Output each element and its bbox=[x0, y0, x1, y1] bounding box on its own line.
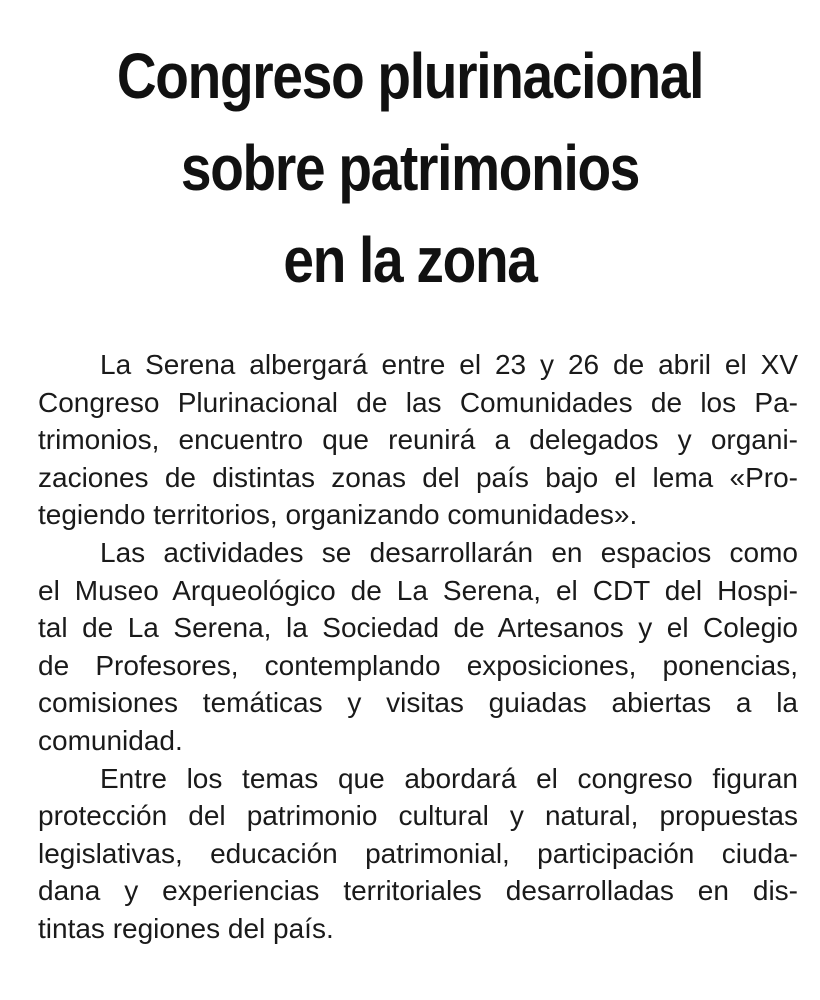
body-line: Las actividades se desarrollarán en espacios como bbox=[100, 536, 798, 568]
body-line: de Profesores, contemplando exposiciones, ponencias, bbox=[38, 649, 798, 681]
paragraph-2 bbox=[38, 534, 798, 760]
body-line: La Serena albergará entre el 23 y 26 de abril el XV bbox=[100, 349, 798, 380]
body-line: protección del patrimonio cultural y natural, propuestas bbox=[38, 800, 798, 832]
headline-line: en la zona bbox=[283, 224, 537, 296]
body-line: tegiendo territorios, organizando comunidades». bbox=[38, 499, 638, 531]
body-line: Entre los temas que abordará el congreso figuran bbox=[100, 762, 798, 794]
article-body bbox=[38, 346, 798, 948]
paragraph-1 bbox=[38, 346, 798, 534]
body-line: tal de La Serena, la Sociedad de Artesanos y el Colegio bbox=[38, 612, 798, 644]
body-line: comunidad. bbox=[38, 724, 183, 756]
headline-line: Congreso plurinacional bbox=[116, 40, 704, 112]
body-line: tintas regiones del país. bbox=[38, 912, 334, 944]
body-line: zaciones de distintas zonas del país bajo el lema «Pro- bbox=[38, 461, 798, 493]
body-line: comisiones temáticas y visitas guiadas abiertas a la bbox=[38, 687, 798, 719]
body-line: dana y experiencias territoriales desarrolladas en dis- bbox=[38, 875, 798, 907]
body-line: trimonios, encuentro que reunirá a delegados y organi- bbox=[38, 424, 798, 456]
paragraph-3 bbox=[38, 760, 798, 948]
headline-line: sobre patrimonios bbox=[180, 132, 640, 204]
body-line: legislativas, educación patrimonial, participación ciuda- bbox=[38, 837, 798, 869]
article-headline bbox=[0, 30, 820, 306]
body-line: el Museo Arqueológico de La Serena, el CDT del Hospi- bbox=[38, 574, 798, 606]
body-line: Congreso Plurinacional de las Comunidades de los Pa- bbox=[38, 386, 798, 418]
